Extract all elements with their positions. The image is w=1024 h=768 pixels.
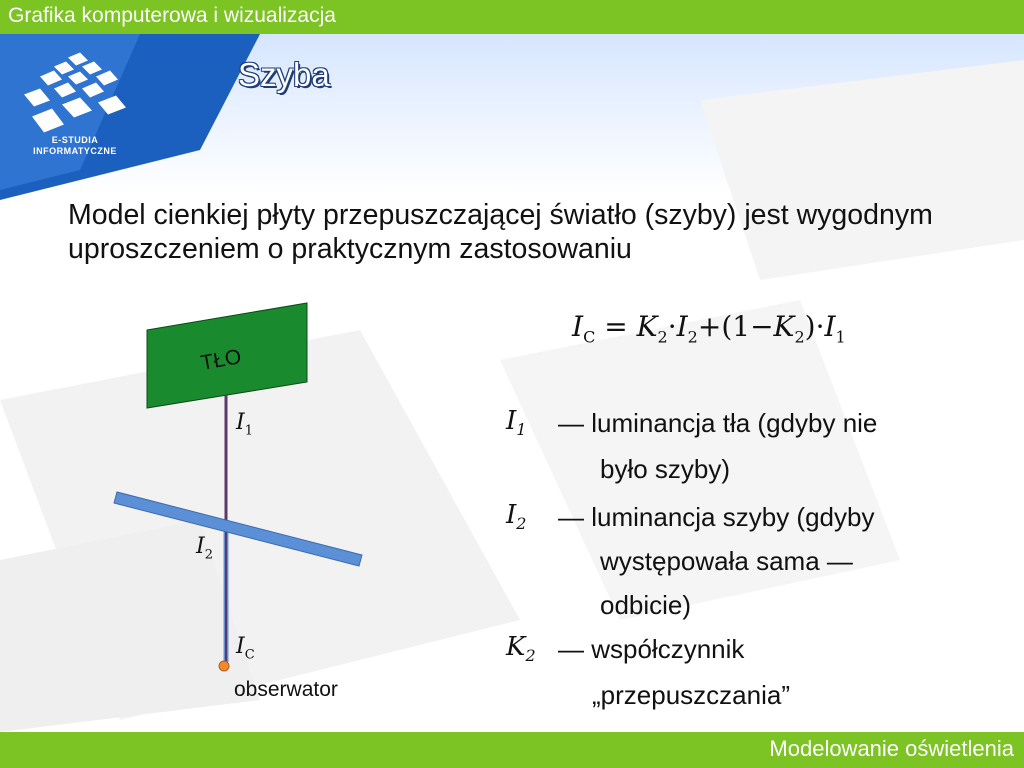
observer-label: obserwator [234, 678, 338, 701]
slide-title: Szyba [238, 56, 330, 93]
i2-label: $I_2$ [196, 534, 213, 563]
legend-text-i1: — luminancja tła (gdyby nie [558, 408, 878, 438]
legend-text-k2: — współczynnik [558, 634, 745, 664]
formula: $I_C = K_2\cdot I_2+(1-K_2)\cdot I_1$ [572, 310, 846, 347]
course-title: Grafika komputerowa i wizualizacja [8, 4, 336, 27]
legend-text-i2: — luminancja szyby (gdyby [558, 502, 875, 532]
ic-label: $I_C$ [236, 634, 255, 663]
legend-symbol-i2: $I_2$ [506, 500, 527, 534]
legend-text-i2-cont: występowała sama — [600, 546, 853, 576]
legend-symbol-k2: $K_2$ [506, 632, 536, 666]
legend-text-k2-cont: „przepuszczania” [592, 680, 790, 710]
observer-point [219, 661, 229, 671]
background-label: TŁO [198, 345, 244, 375]
section-title: Modelowanie oświetlenia [769, 736, 1014, 761]
logo-text: E-STUDIA INFORMATYCZNE [33, 135, 117, 156]
intro-paragraph: Model cienkiej płyty przepuszczającej światło (szyby) jest wygodnym uproszczeniem o praktycznym zastosowaniu [68, 199, 933, 265]
legend-symbol-i1: $I_1$ [506, 406, 527, 440]
glass-pane [114, 492, 362, 566]
footer-bar [0, 732, 1024, 768]
i1-label: $I_1$ [236, 410, 253, 439]
legend-text-i1-cont: było szyby) [600, 454, 731, 484]
legend-text-i2-cont2: odbicie) [600, 590, 692, 620]
